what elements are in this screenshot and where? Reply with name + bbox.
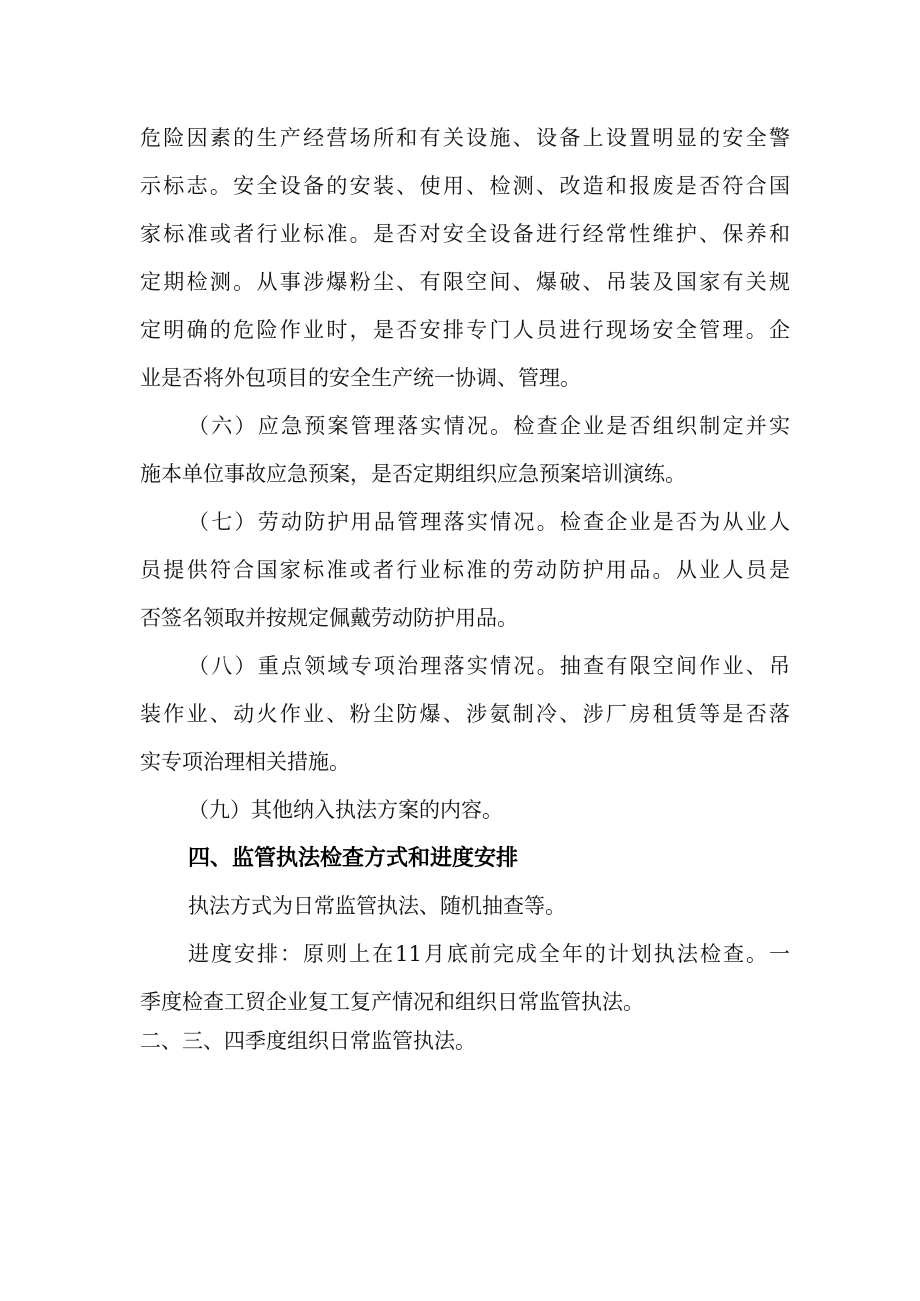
paragraph-line-1: 危险因素的生产经营场所和有关设施、设备上设置明显的安全警 [140,126,790,150]
paragraph-line-2: 示标志。安全设备的安装、使用、检测、改造和报废是否符合国 [140,174,790,198]
schedule-line-1: 进度安排：原则上在11月底前完成全年的计划执法检查。一 [188,942,790,966]
section-seven-line-3: 否签名领取并按规定佩戴劳动防护用品。 [140,606,518,630]
paragraph-line-4: 定期检测。从事涉爆粉尘、有限空间、爆破、吊装及国家有关规 [140,270,790,294]
section-nine-line: （九）其他纳入执法方案的内容。 [188,798,503,822]
paragraph-line-6: 业是否将外包项目的安全生产统一协调、管理。 [140,366,581,390]
section-heading-four: 四、监管执法检查方式和进度安排 [188,846,519,871]
section-eight-line-1: （八）重点领域专项治理落实情况。抽查有限空间作业、吊 [188,654,790,678]
section-six-line-2: 施本单位事故应急预案，是否定期组织应急预案培训演练。 [140,462,686,486]
section-seven-line-2: 员提供符合国家标准或者行业标准的劳动防护用品。从业人员是 [140,558,790,582]
method-paragraph: 执法方式为日常监管执法、随机抽查等。 [188,894,566,918]
section-eight-line-3: 实专项治理相关措施。 [140,750,350,774]
schedule-line-2: 季度检查工贸企业复工复产情况和组织日常监管执法。 [140,990,644,1014]
paragraph-line-5: 定明确的危险作业时，是否安排专门人员进行现场安全管理。企 [140,318,790,342]
section-eight-line-2: 装作业、动火作业、粉尘防爆、涉氨制冷、涉厂房租赁等是否落 [140,702,790,726]
schedule-line-3: 二、三、四季度组织日常监管执法。 [140,1029,476,1053]
paragraph-line-3: 家标准或者行业标准。是否对安全设备进行经常性维护、保养和 [140,222,790,246]
section-seven-line-1: （七）劳动防护用品管理落实情况。检查企业是否为从业人 [188,510,790,534]
section-six-line-1: （六）应急预案管理落实情况。检查企业是否组织制定并实 [188,414,790,438]
